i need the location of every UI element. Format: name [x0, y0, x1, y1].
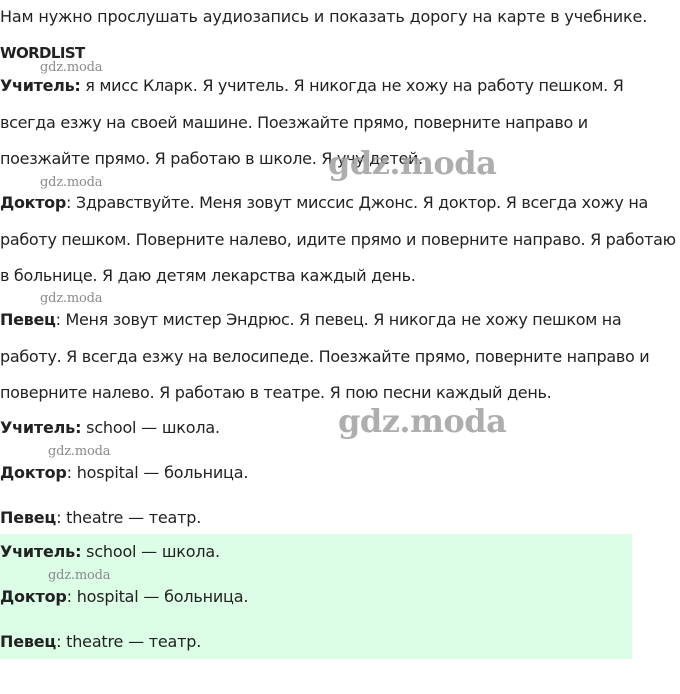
highlight-item [0, 542, 220, 562]
watermark: gdz.moda [48, 568, 111, 583]
wordlist-item [0, 463, 248, 483]
highlight-item [0, 632, 201, 652]
watermark: gdz.moda [48, 444, 111, 459]
intro-text: Нам нужно прослушать аудиозапись и показать дорогу на карте в учебнике. [0, 7, 648, 26]
word-text: : hospital — больница. [66, 463, 249, 482]
speaker-label: Певец [0, 508, 57, 527]
monologue-text: я мисс Кларк. Я учитель. Я никогда не хожу на работу пешком. Я всегда езжу на своей машине. Поезжайте прямо, поверните направо и поезжайте прямо. Я работаю в школе. Я учу детей. [0, 76, 624, 168]
watermark: gdz.moda [40, 175, 103, 190]
speaker-label: Доктор [0, 463, 67, 482]
speaker-label: Певец [0, 632, 57, 651]
speaker-label: Учитель: [0, 76, 81, 95]
word-text: school — школа. [81, 542, 220, 561]
monologue-doctor [0, 185, 680, 295]
word-text: : theatre — театр. [56, 508, 202, 527]
watermark: gdz.moda [40, 60, 103, 75]
wordlist-item [0, 508, 201, 528]
speaker-label: Доктор [0, 587, 67, 606]
speaker-label: Доктор [0, 193, 67, 212]
speaker-label: Учитель: [0, 542, 82, 561]
watermark-large: gdz.moda [338, 402, 507, 440]
watermark-large: gdz.moda [328, 144, 497, 182]
monologue-text: : Меня зовут мистер Эндрюс. Я певец. Я никогда не хожу пешком на работу. Я всегда езжу на велосипеде. Поезжайте прямо, поверните направо и поверните налево. Я работаю в театре. Я пою песни каждый день. [0, 310, 650, 402]
word-text: : theatre — театр. [56, 632, 202, 651]
monologue-singer [0, 302, 680, 412]
speaker-label: Учитель: [0, 418, 82, 437]
speaker-label: Певец [0, 310, 56, 329]
wordlist-item [0, 418, 220, 438]
highlight-item [0, 587, 248, 607]
word-text: : hospital — больница. [66, 587, 249, 606]
wordlist-heading: WORDLIST [0, 44, 85, 62]
word-text: school — школа. [81, 418, 220, 437]
monologue-text: : Здравствуйте. Меня зовут миссис Джонс. Я доктор. Я всегда хожу на работу пешком. Поверните налево, идите прямо и поверните направо. Я работаю в больнице. Я даю детям лекарства каждый день. [0, 193, 676, 285]
watermark: gdz.moda [40, 291, 103, 306]
